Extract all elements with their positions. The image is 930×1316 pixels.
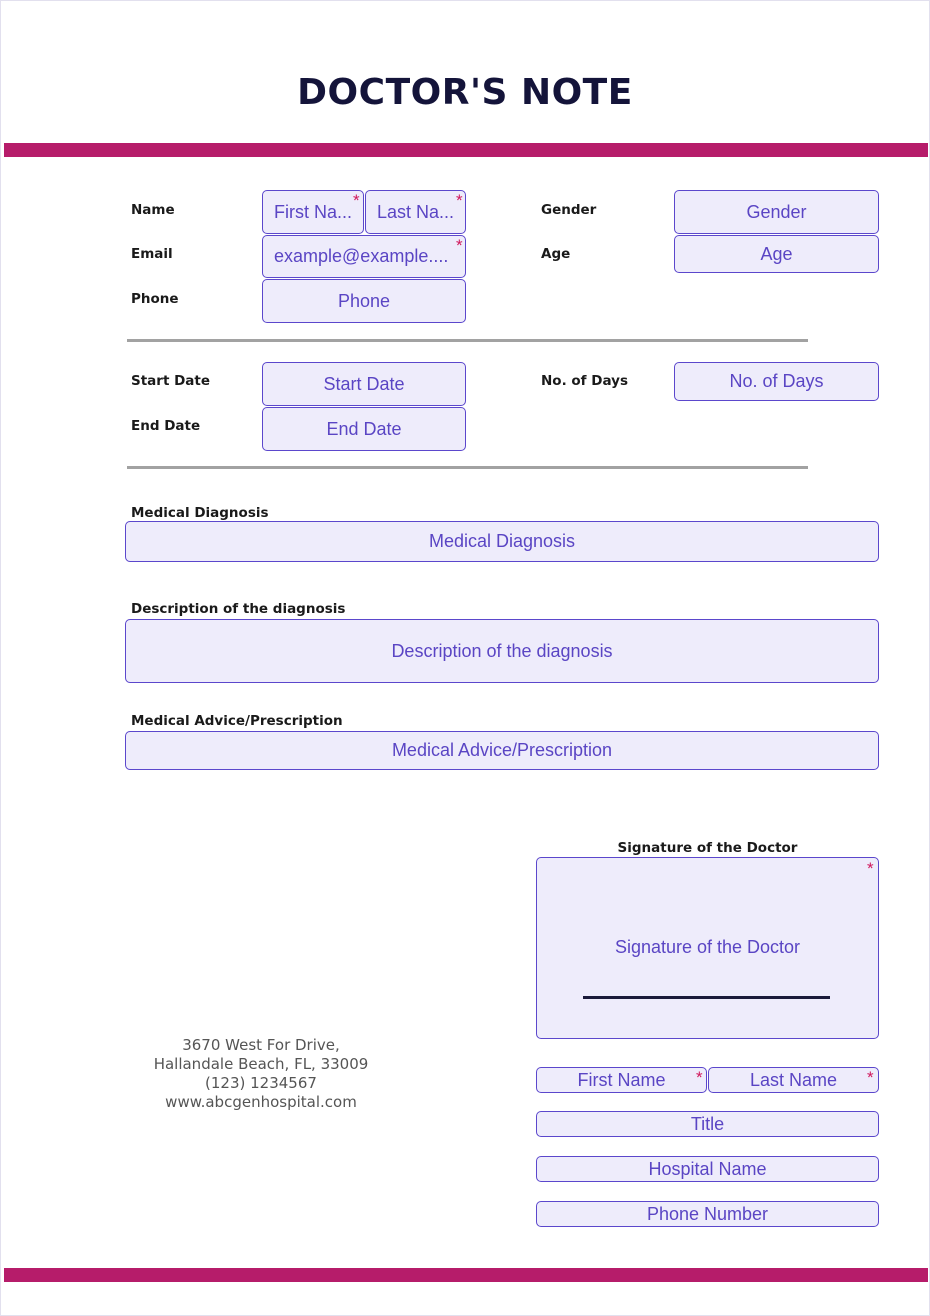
- end-date-field[interactable]: [262, 407, 466, 451]
- hospital-name-placeholder: Hospital Name: [648, 1158, 767, 1179]
- hospital-address: [130, 1036, 392, 1112]
- required-mark: *: [353, 191, 360, 210]
- end-date-label: End Date: [131, 418, 201, 434]
- signature-placeholder: Signature of the Doctor: [614, 936, 801, 957]
- signature-label: Signature of the Doctor: [617, 840, 798, 856]
- diagnosis-field[interactable]: [125, 521, 879, 562]
- email-label: Email: [131, 246, 173, 262]
- address-phone: (123) 1234567: [205, 1074, 317, 1092]
- start-date-placeholder: Start Date: [323, 373, 405, 394]
- doctor-last-name-placeholder: Last Name: [749, 1069, 838, 1090]
- doctor-title-field[interactable]: [536, 1111, 879, 1137]
- description-placeholder: Description of the diagnosis: [391, 640, 613, 661]
- doctor-last-name-field[interactable]: [708, 1067, 879, 1093]
- doctor-title-placeholder: Title: [690, 1113, 725, 1134]
- doctor-first-name-placeholder: First Name: [577, 1069, 666, 1090]
- header-band: [4, 143, 928, 157]
- age-field[interactable]: [674, 235, 879, 273]
- section-divider: [127, 339, 808, 342]
- phone-field[interactable]: [262, 279, 466, 323]
- address-city: Hallandale Beach, FL, 33009: [153, 1055, 369, 1073]
- required-mark: *: [456, 236, 463, 255]
- start-date-label: Start Date: [131, 373, 211, 389]
- description-label: Description of the diagnosis: [131, 601, 346, 617]
- first-name-field[interactable]: [262, 190, 364, 234]
- section-divider: [127, 466, 808, 469]
- age-placeholder: Age: [760, 243, 793, 264]
- gender-label: Gender: [541, 202, 597, 218]
- required-mark: *: [867, 1068, 874, 1087]
- gender-field[interactable]: [674, 190, 879, 234]
- doctor-phone-field[interactable]: [536, 1201, 879, 1227]
- days-label: No. of Days: [541, 373, 628, 389]
- required-mark: *: [867, 859, 874, 878]
- email-field[interactable]: [262, 235, 466, 278]
- days-field[interactable]: [674, 362, 879, 401]
- signature-pad[interactable]: [536, 857, 879, 1039]
- end-date-placeholder: End Date: [326, 418, 402, 439]
- age-label: Age: [541, 246, 571, 262]
- phone-label: Phone: [131, 291, 179, 307]
- address-street: 3670 West For Drive,: [182, 1036, 340, 1054]
- email-placeholder: example@example....: [274, 246, 449, 266]
- address-website[interactable]: www.abcgenhospital.com: [165, 1093, 357, 1111]
- advice-label: Medical Advice/Prescription: [131, 713, 343, 729]
- diagnosis-placeholder: Medical Diagnosis: [428, 531, 576, 551]
- advice-field[interactable]: [125, 731, 879, 770]
- signature-line: [583, 996, 830, 999]
- page-title: DOCTOR'S NOTE: [297, 72, 633, 113]
- required-mark: *: [456, 191, 463, 210]
- name-label: Name: [131, 202, 175, 218]
- hospital-name-field[interactable]: [536, 1156, 879, 1182]
- last-name-field[interactable]: [365, 190, 466, 234]
- footer-band: [4, 1268, 928, 1282]
- days-placeholder: No. of Days: [729, 371, 824, 391]
- phone-placeholder: Phone: [337, 290, 391, 311]
- required-mark: *: [696, 1068, 703, 1087]
- advice-placeholder: Medical Advice/Prescription: [391, 740, 613, 760]
- last-name-placeholder: Last Na...: [377, 201, 455, 222]
- start-date-field[interactable]: [262, 362, 466, 406]
- doctor-phone-placeholder: Phone Number: [646, 1203, 769, 1224]
- description-field[interactable]: [125, 619, 879, 683]
- first-name-placeholder: First Na...: [274, 201, 353, 222]
- gender-placeholder: Gender: [746, 201, 807, 222]
- doctor-first-name-field[interactable]: [536, 1067, 707, 1093]
- diagnosis-label: Medical Diagnosis: [131, 505, 269, 521]
